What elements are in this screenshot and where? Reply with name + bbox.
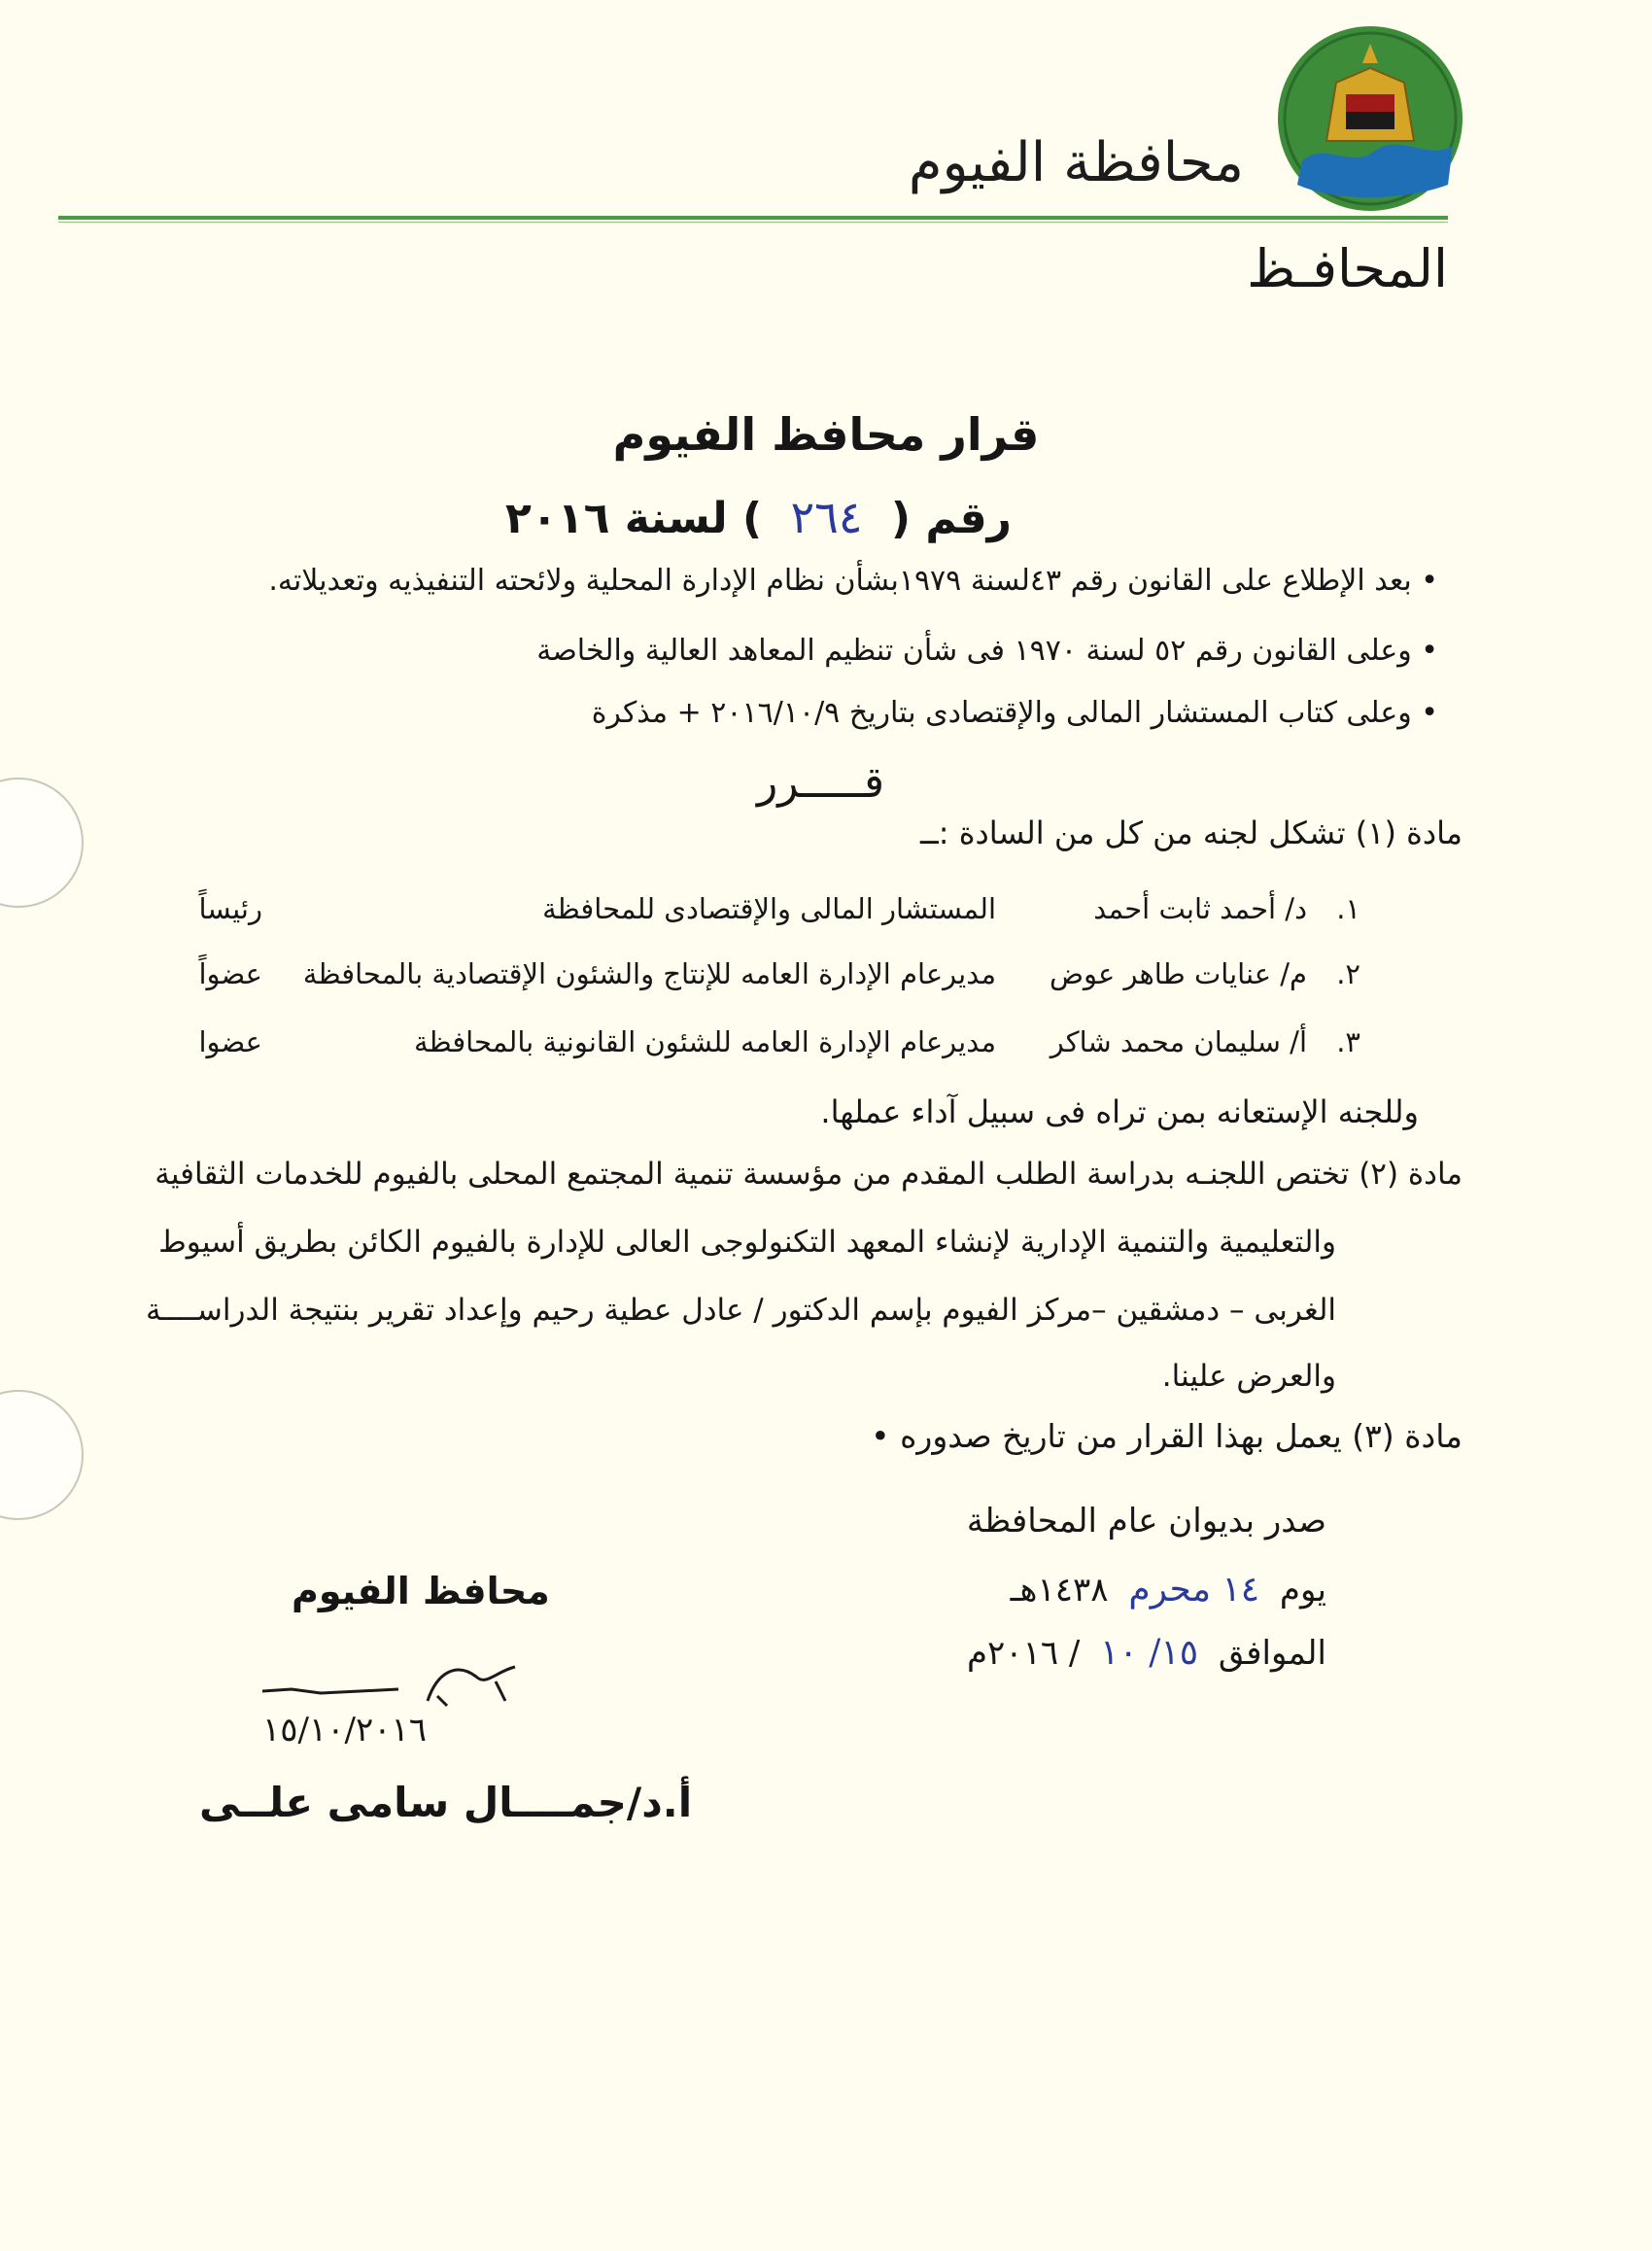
governorate-name: محافظة الفيوم [908,131,1244,194]
gregorian-label: الموافق [1218,1634,1326,1673]
hijri-year: ١٤٣٨هـ [1010,1571,1109,1610]
member-name: د/ أحمد ثابت أحمد [1093,892,1307,925]
decree-number-suffix: ) لسنة ٢٠١٦ [505,494,763,543]
punch-hole [0,1390,84,1520]
member-title: مديرعام الإدارة العامه للإنتاج والشئون الإقتصادية بالمحافظة [302,957,996,990]
member-name: أ/ سليمان محمد شاكر [1050,1025,1307,1058]
header-rule-thin [58,222,1448,223]
decree-number: ٢٦٤ [790,491,863,543]
member-title: المستشار المالى والإقتصادى للمحافظة [542,892,996,925]
article-1-intro: مادة (١) تشكل لجنه من كل من السادة :ــ [920,814,1463,851]
governorate-logo [1273,24,1467,214]
office-title: المحافـظ [1247,238,1448,299]
article-1-note: وللجنه الإستعانه بمن تراه فى سبيل آداء عملها. [820,1093,1419,1130]
hijri-day-label: يوم [1279,1571,1326,1610]
member-number: ٢. [1336,957,1360,990]
gregorian-year: / ٢٠١٦م [966,1634,1081,1673]
member-title: مديرعام الإدارة العامه للشئون القانونية بالمحافظة [413,1025,996,1058]
member-number: ٣. [1336,1025,1360,1058]
header-rule [58,216,1448,220]
preamble-line: • وعلى القانون رقم ٥٢ لسنة ١٩٧٠ فى شأن تنظيم المعاهد العالية والخاصة [536,634,1438,668]
member-role: عضواً [198,957,262,990]
article-2-line: مادة (٢) تختص اللجنـه بدراسة الطلب المقدم من مؤسسة تنمية المجتمع المحلى بالفيوم للخدمات الثقافية [155,1157,1463,1192]
hijri-date [1011,1570,1326,1610]
gregorian-handwritten: ١٥/ ١٠ [1100,1633,1199,1673]
decree-number-prefix: رقم ( [890,494,1012,543]
hijri-day-handwritten: ١٤ محرم [1128,1570,1260,1610]
decided-heading: قـــــرر [756,758,884,808]
article-2-line: الغربى – دمشقين –مركز الفيوم بإسم الدكتور / عادل عطية رحيم وإعداد تقرير بنتيجة الدراســــة [145,1293,1336,1328]
signature-date: ١٥/١٠/٢٠١٦ [262,1711,428,1749]
article-3: مادة (٣) يعمل بهذا القرار من تاريخ صدوره • [871,1417,1463,1455]
gregorian-date [967,1633,1326,1673]
member-number: ١. [1336,892,1360,925]
punch-hole [0,778,84,908]
preamble-line: • وعلى كتاب المستشار المالى والإقتصادى بتاريخ ٢٠١٦/١٠/٩ + مذكرة [591,696,1438,730]
signatory-title: محافظ الفيوم [292,1570,550,1612]
decree-number-line [505,491,1012,543]
article-2-line: والعرض علينا. [1161,1359,1336,1394]
decree-title: قرار محافظ الفيوم [612,408,1040,461]
member-name: م/ عنايات طاهر عوض [1049,957,1307,990]
article-2-line: والتعليمية والتنمية الإدارية لإنشاء المعهد التكنولوجى العالى للإدارة بالفيوم الكائن بطريق أسيوط [158,1225,1336,1260]
preamble-line: • بعد الإطلاع على القانون رقم ٤٣لسنة ١٩٧٩بشأن نظام الإدارة المحلية ولائحته التنفيذيه وتعديلاته. [268,564,1438,598]
issued-at: صدر بديوان عام المحافظة [966,1502,1326,1541]
signatory-name: أ.د/جمــــال سامى علــى [199,1779,693,1826]
member-role: عضوا [198,1025,262,1058]
member-role: رئيساً [198,892,262,925]
